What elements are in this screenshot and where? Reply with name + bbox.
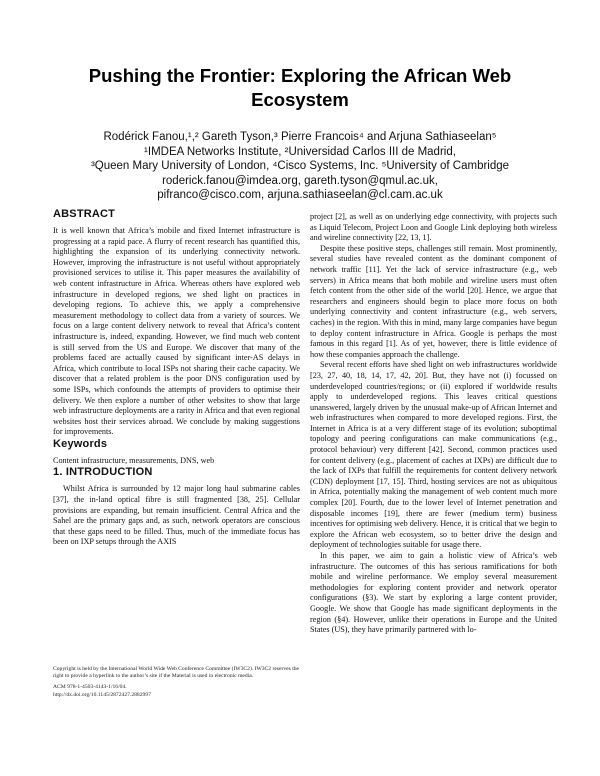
copyright-notice: Copyright is held by the International World Wide Web Conference Committee (IW3C2). IW3C2 reserves the right to provide a hyperlink to the author’s site if the Material is used in electronic media. — [53, 666, 300, 680]
email-line-1: roderick.fanou@imdea.org, gareth.tyson@qmul.ac.uk, — [162, 174, 438, 187]
email-line-2: pifranco@cisco.com, arjuna.sathiaseelan@cl.cam.ac.uk — [157, 189, 443, 201]
keywords-text: Content infrastructure, measurements, DNS, web — [53, 455, 215, 465]
keywords-heading: Keywords — [53, 437, 108, 450]
title-line-2: Ecosystem — [251, 89, 349, 110]
affiliation-line-2: ³Queen Mary University of London, ⁴Cisco Systems, Inc. ⁵University of Cambridge — [90, 160, 510, 172]
acm-isbn: ACM 978-1-4503-4143-1/16/04. — [53, 684, 127, 691]
abstract-heading: ABSTRACT — [53, 208, 116, 220]
right-paragraph-3: Several recent efforts have shed light on web infrastructures worldwide [23, 27, 40, 18, 14, 17, 42, 20]. But, they have not (i) focussed on underdeveloped countries/regions; or (ii) explored if worldwide results apply to underdeveloped regions. This leaves critical questions unanswered, largely driven by the unusual make-up of African Internet and web infrastructures when compared to more developed regions. First, the Internet in Africa is at a very different stage of its evolution; suboptimal topology and peering configurations can make communications (e.g., protocol behaviour) very different [42]. Second, common practices used for content delivery (e.g., placement of caches at IXPs) are difficult due to the lack of IXPs that fulfill the requirements for content delivery network (CDN) deployment [17, 15]. Third, hosting services are not as ubiquitous in Africa, potentially making the management of web content much more complex [20]. Fourth, due to the lower level of Internet penetration and disposable incomes [19], there are fewer (medium term) business incentives for optimising web delivery. Hence, it is critical that we begin to explore the African web ecosystem, so to better drive the design and deployment of technologies suitable for usage there. — [310, 360, 557, 550]
title-line-1: Pushing the Frontier: Exploring the African Web — [88, 65, 512, 86]
introduction-paragraph-1: Whilst Africa is surrounded by 12 major long haul submarine cables [37], the in-land optical fibre is still fragmented [38, 25]. Cellular provisions are expanding, but remain insufficient. Central Africa and the Sahel are the primary gaps and, as such, network operators are conscious that these gaps need to be filled. Thus, much of the immediate focus has been on IXP setups through the AXIS — [53, 484, 300, 547]
introduction-heading: 1. INTRODUCTION — [53, 466, 153, 479]
doi-link: http://dx.doi.org/10.1145/2872427.2882997 — [53, 691, 151, 698]
abstract-text: It is well known that Africa’s mobile and fixed Internet infrastructure is progressing at a rapid pace. A flurry of recent research has quantified this, highlighting the expansion of its underlying connectivity network. However, improving the infrastructure is not useful without appropriately provisioned services to utilise it. This paper measures the availability of web content infrastructure in Africa. Whereas others have explored web infrastructure in developed regions, we shed light on practices in developing regions. To achieve this, we apply a comprehensive measurement methodology to collect data from a variety of sources. We focus on a large content delivery network to reveal that Africa’s content infrastructure is, indeed, expanding. However, we find much web content is still served from the US and Europe. We discover that many of the problems faced are actually caused by significant inter-AS delays in Africa, which contribute to local ISPs not sharing their cache capacity. We discover that a related problem is the poor DNS configuration used by some ISPs, which confounds the attempts of providers to optimise their delivery. We then explore a number of other websites to show that large web infrastructure deployments are a rarity in Africa and that even regional websites host their services abroad. We conclude by making suggestions for improvements. — [53, 226, 300, 437]
authors-line: Rodérick Fanou,¹,² Gareth Tyson,³ Pierre Francois⁴ and Arjuna Sathiaseelan⁵ — [103, 131, 497, 143]
title-block — [0, 64, 600, 112]
right-paragraph-2: Despite these positive steps, challenges still remain. Most prominently, several studies have revealed content as the dominant component of network traffic [11]. Yet the lack of service infrastructure (e.g., web servers) in Africa means that both mobile and wireline users must often fetch content from the other side of the world [20]. Hence, we argue that researchers and engineers should begin to place more focus on both underlying connectivity and content infrastructure (e.g., web servers, caches) in the region. With this in mind, many large companies have begun to deploy content infrastructure in Africa. Google is perhaps the most famous in this regard [1]. As of yet, however, there is little evidence of how these companies approach the challenge. — [310, 243, 557, 359]
right-column — [310, 212, 557, 636]
affiliation-line-1: ¹IMDEA Networks Institute, ²Universidad Carlos III de Madrid, — [144, 145, 456, 158]
left-column — [53, 208, 300, 548]
right-paragraph-1: project [2], as well as on underlying edge connectivity, with projects such as Liquid Telecom, Project Loon and Google Link deploying both wireless and wireline connectivity [22, 13, 1]. — [310, 212, 557, 243]
authors-block — [0, 130, 600, 203]
right-paragraph-4: In this paper, we aim to gain a holistic view of Africa’s web infrastructure. The outcomes of this has serious ramifications for both mobile and wireline performance. We employ several measurement methodologies for exploring content provider and network operator configurations (§3). We start by exploring a large content provider, Google. We show that Google has made significant deployments in the region (§4). However, unlike their operations in Europe and the United States (US), they have primarily partnered with lo- — [310, 551, 557, 635]
copyright-footnote — [53, 666, 300, 699]
paper-title — [0, 64, 600, 112]
